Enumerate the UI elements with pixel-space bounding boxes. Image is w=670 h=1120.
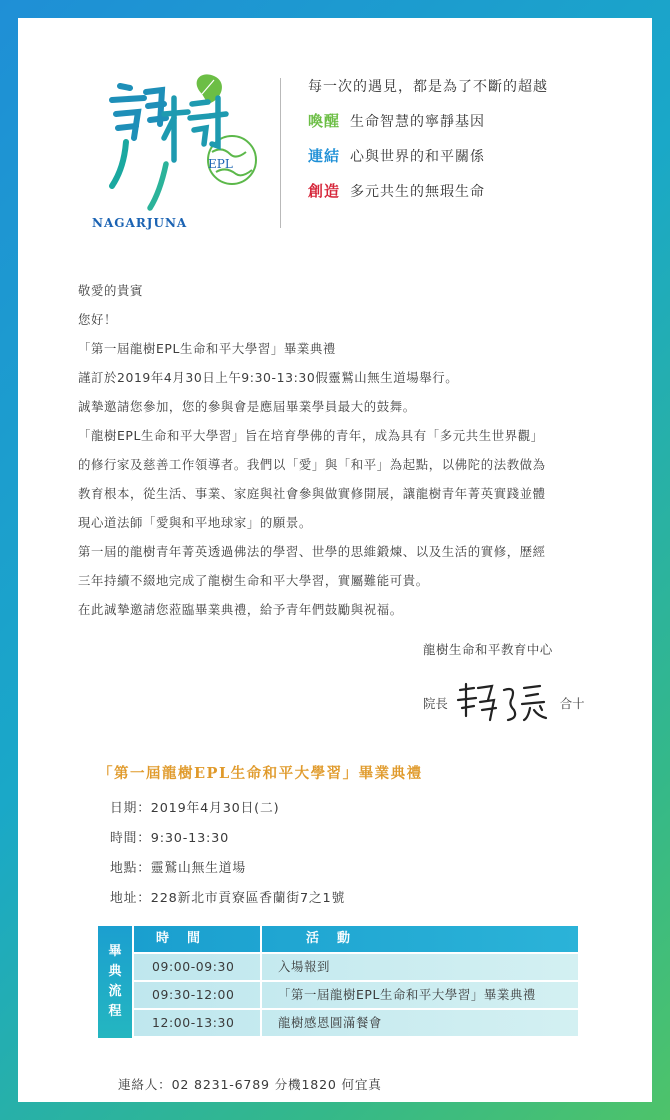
event-title: 「第一屆龍樹EPL生命和平大學習」畢業典禮 — [98, 765, 423, 782]
side-char: 畢 — [108, 944, 122, 959]
letter-line: 現心道法師「愛與和平地球家」的願景。 — [78, 515, 312, 530]
schedule-side-label — [98, 926, 132, 1038]
letter-body — [78, 276, 598, 624]
table-row — [134, 954, 578, 980]
letter-line: 謹訂於2019年4月30日上午9:30-13:30假靈鷲山無生道場舉行。 — [78, 370, 459, 385]
organization-name: 龍樹生命和平教育中心 — [423, 642, 553, 657]
tagline: 每一次的遇見，都是為了不斷的超越 — [308, 79, 548, 95]
row-time: 09:30-12:00 — [152, 987, 235, 1002]
letter-line: 「龍樹EPL生命和平大學習」旨在培育學佛的青年，成為具有「多元共生世界觀」 — [78, 428, 544, 443]
header-time: 時間 — [156, 931, 219, 946]
side-char: 流 — [108, 984, 122, 999]
slogan-text: 心與世界的和平關係 — [350, 148, 486, 165]
column-divider — [260, 1010, 262, 1036]
event-details — [110, 794, 345, 914]
brand-name: NAGARJUNA — [92, 216, 188, 230]
tree-character — [150, 98, 226, 208]
slogan-text: 多元共生的無瑕生命 — [350, 183, 486, 200]
signature-row — [423, 680, 585, 726]
keyword-create: 創造 — [308, 182, 341, 200]
divider — [280, 78, 281, 228]
handwritten-signature — [454, 680, 554, 726]
letter-line: 第一屆的龍樹青年菁英透過佛法的學習、世學的思維鍛煉、以及生活的實修，歷經 — [78, 544, 546, 559]
row-activity: 「第一屆龍樹EPL生命和平大學習」畢業典禮 — [278, 987, 536, 1002]
row-activity: 龍樹感恩圓滿餐會 — [278, 1015, 382, 1030]
letter-line: 您好！ — [78, 312, 117, 327]
event-address: 地址：228新北市貢寮區香蘭街7之1號 — [110, 891, 346, 906]
slogan-item-connect — [308, 149, 548, 164]
logo-graphic — [90, 68, 270, 228]
slogan-item-create — [308, 184, 548, 199]
signer-title: 院長 — [423, 696, 448, 711]
keyword-awaken: 喚醒 — [308, 112, 341, 130]
letter-line: 在此誠摯邀請您蒞臨畢業典禮，給予青年們鼓勵與祝福。 — [78, 602, 403, 617]
closing-word: 合十 — [559, 696, 585, 711]
contact-info: 連絡人：02 8231-6789 分機1820 何宜真 — [118, 1077, 382, 1092]
event-place: 地點：靈鷲山無生道場 — [110, 861, 246, 876]
dragon-character — [112, 86, 166, 186]
schedule-table — [98, 926, 578, 1042]
event-time: 時間：9:30-13:30 — [110, 831, 230, 846]
invitation-card — [18, 18, 652, 1102]
table-row — [134, 1010, 578, 1036]
row-activity: 入場報到 — [278, 959, 330, 974]
header-activity: 活動 — [306, 931, 369, 946]
keyword-connect: 連結 — [308, 147, 341, 165]
event-date: 日期：2019年4月30日(二) — [110, 801, 280, 816]
slogan-text: 生命智慧的寧靜基因 — [350, 113, 486, 130]
nagarjuna-logo — [90, 68, 270, 248]
slogan-item-awaken — [308, 114, 548, 129]
row-time: 12:00-13:30 — [152, 1015, 235, 1030]
letter-line: 「第一屆龍樹EPL生命和平大學習」畢業典禮 — [78, 341, 336, 356]
letter-line: 敬愛的貴賓 — [78, 283, 143, 298]
column-divider — [260, 926, 262, 952]
column-divider — [260, 954, 262, 980]
slogan-block — [308, 80, 548, 219]
epl-label: EPL — [208, 157, 233, 171]
schedule-header — [134, 926, 578, 952]
row-time: 09:00-09:30 — [152, 959, 235, 974]
letter-line: 誠摯邀請您參加，您的參與會是應屆畢業學員最大的鼓舞。 — [78, 399, 416, 414]
letter-line: 的修行家及慈善工作領導者。我們以「愛」與「和平」為起點，以佛陀的法教做為 — [78, 457, 546, 472]
letter-line: 教育根本，從生活、事業、家庭與社會參與做實修開展，讓龍樹青年菁英實踐並體 — [78, 486, 546, 501]
side-char: 典 — [108, 964, 122, 979]
column-divider — [260, 982, 262, 1008]
side-char: 程 — [108, 1004, 122, 1019]
letter-line: 三年持續不綴地完成了龍樹生命和平大學習，實屬難能可貴。 — [78, 573, 429, 588]
table-row — [134, 982, 578, 1008]
